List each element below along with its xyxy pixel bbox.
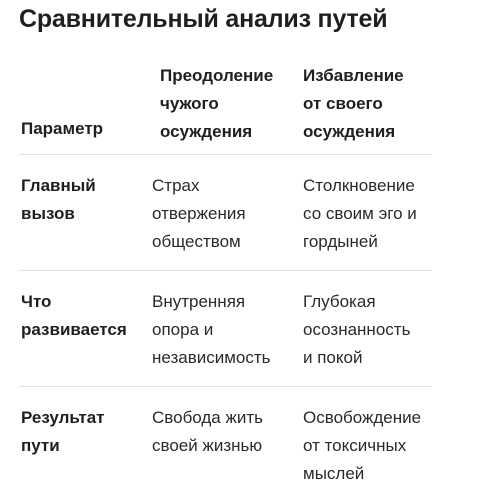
cell-line: независимость — [152, 348, 271, 367]
row-parameter — [21, 172, 139, 228]
cell-line: Глубокая — [303, 292, 376, 311]
cell-line: Страх — [152, 176, 200, 195]
row-parameter-line: вызов — [21, 204, 75, 223]
header-col2-line: осуждения — [303, 122, 396, 141]
row-parameter-line: Что — [21, 292, 52, 311]
cell-line: опора и — [152, 320, 214, 339]
cell-line: от токсичных — [303, 436, 407, 455]
cell-line: гордыней — [303, 232, 378, 251]
header-overcoming-others-judgment — [160, 62, 273, 146]
table-row — [19, 271, 432, 387]
cell-line: со своим эго и — [303, 204, 417, 223]
row-cell-col2 — [303, 172, 435, 256]
cell-line: Внутренняя — [152, 292, 246, 311]
table-row — [19, 155, 432, 271]
header-col1-line: чужого — [160, 94, 219, 113]
row-cell-col2 — [303, 288, 435, 372]
header-col2-line: Избавление — [303, 66, 404, 85]
row-parameter-line: развивается — [21, 320, 127, 339]
cell-line: Столкновение — [303, 176, 415, 195]
row-parameter-line: Главный — [21, 176, 96, 195]
row-parameter — [21, 404, 139, 460]
header-col1-line: осуждения — [160, 122, 253, 141]
row-cell-col1 — [152, 172, 294, 256]
table-row — [19, 387, 432, 483]
row-parameter-line: пути — [21, 436, 60, 455]
cell-line: отвержения — [152, 204, 246, 223]
cell-line: Освобождение — [303, 408, 422, 427]
cell-line: мыслей — [303, 464, 365, 483]
header-col2-line: от своего — [303, 94, 383, 113]
cell-line: своей жизнью — [152, 436, 263, 455]
cell-line: осознанность — [303, 320, 411, 339]
row-cell-col1 — [152, 404, 294, 460]
table-header-row — [19, 58, 432, 155]
header-col1-line: Преодоление — [160, 66, 274, 85]
header-freeing-own-judgment — [303, 62, 404, 146]
page-title: Сравнительный анализ путей — [19, 5, 388, 33]
row-parameter — [21, 288, 139, 344]
row-cell-col1 — [152, 288, 294, 372]
cell-line: и покой — [303, 348, 363, 367]
cell-line: Свобода жить — [152, 408, 263, 427]
cell-line: обществом — [152, 232, 241, 251]
header-parameter: Параметр — [21, 119, 104, 138]
row-parameter-line: Результат — [21, 408, 105, 427]
row-cell-col2 — [303, 404, 435, 488]
